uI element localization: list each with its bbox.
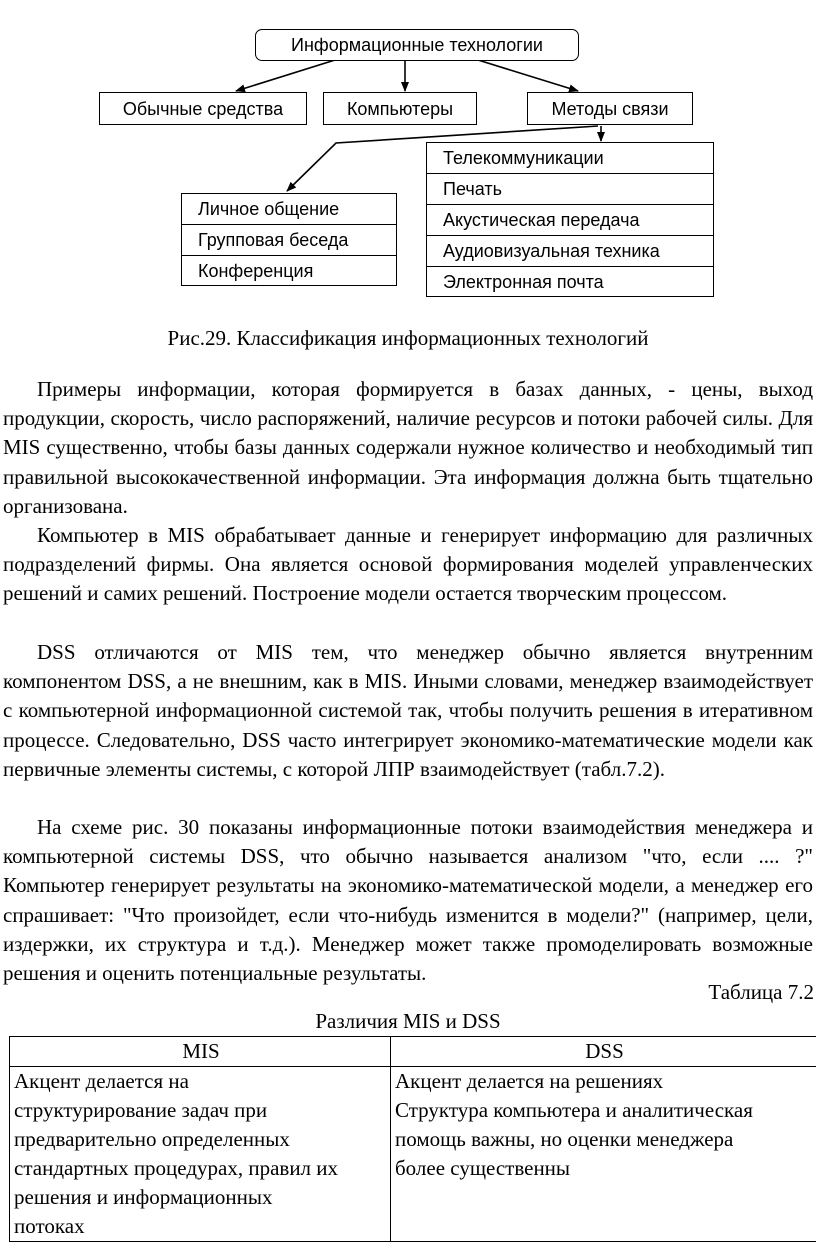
list-item — [427, 204, 713, 235]
root-box — [255, 29, 579, 61]
ordinary-means-label: Обычные средства — [123, 100, 283, 118]
comparison-table — [9, 1036, 816, 1242]
list-item-label: Конференция — [198, 262, 313, 280]
list-item-label: Акустическая передача — [443, 211, 640, 229]
list-item — [427, 235, 713, 266]
figure-caption: Рис.29. Классификация информационных технологий — [0, 326, 816, 351]
cell-line: структурирование задач при — [14, 1096, 388, 1125]
dss-cell — [391, 1067, 816, 1242]
list-item-label: Электронная почта — [443, 273, 604, 291]
list-item — [427, 143, 713, 173]
cell-line: более существенны — [395, 1154, 814, 1183]
list-item — [182, 194, 396, 224]
paragraph: Примеры информации, которая формируется в базах данных, - цены, выход продукции, скорость, число распоряжений, наличие ресурсов и потоки рабочей силы. Для MIS существенно, чтобы базы данных содержали нужное количество и необходимый тип правильной высококачественной информации. Эта информация должна быть тщательно организована. — [3, 375, 813, 521]
table-title: Различия MIS и DSS — [0, 1009, 816, 1034]
list-item — [427, 173, 713, 204]
arrow-to-ordinary — [236, 60, 335, 91]
personal-communication-list — [181, 193, 397, 286]
paragraph: Компьютер в MIS обрабатывает данные и генерирует информацию для различных подразделений фирмы. Она является основой формирования моделей управленческих решений и самих решений. Построение модели остается творческим процессом. — [3, 521, 813, 609]
list-item — [427, 266, 713, 296]
cell-line: стандартных процедурах, правил их — [14, 1154, 388, 1183]
table-header-row — [10, 1037, 816, 1067]
list-item-label: Аудиовизуальная техника — [443, 242, 660, 260]
cell-line: Акцент делается на — [14, 1067, 388, 1096]
computers-label: Компьютеры — [347, 100, 453, 118]
list-item-label: Личное общение — [198, 200, 339, 218]
cell-line: потоках — [14, 1212, 388, 1241]
column-header-mis: MIS — [10, 1037, 391, 1067]
root-label: Информационные технологии — [291, 36, 543, 54]
communication-technologies-list — [426, 142, 714, 297]
communication-methods-box — [527, 92, 693, 125]
cell-line: решения и информационных — [14, 1183, 388, 1212]
table-number: Таблица 7.2 — [708, 980, 814, 1005]
table-row — [10, 1067, 816, 1242]
ordinary-means-box — [99, 92, 307, 125]
communication-methods-label: Методы связи — [551, 100, 668, 118]
cell-line: Акцент делается на решениях — [395, 1067, 814, 1096]
paragraph: DSS отличаются от MIS тем, что менеджер обычно является внутренним компонентом DSS, а не внешним, как в MIS. Иными словами, менеджер взаимодействует с компьютерной информационной системой так, чтобы получить решения в итеративном процессе. Следовательно, DSS часто интегрирует экономико-математические модели как первичные элементы системы, с которой ЛПР взаимодействует (табл.7.2). — [3, 638, 813, 784]
list-item — [182, 224, 396, 255]
mis-cell — [10, 1067, 391, 1242]
paragraph: На схеме рис. 30 показаны информационные потоки взаимодействия менеджера и компьютерной системы DSS, что обычно называется анализом "что, если .... ?" Компьютер генерирует результаты на экономико-математической модели, а менеджер его спрашивает: "Что произойдет, если что-нибудь изменится в модели?" (например, цели, издержки, их структура и т.д.). Менеджер может также промоделировать возможные решения и оценить потенциальные результаты. — [3, 813, 813, 988]
list-item — [182, 255, 396, 285]
list-item-label: Телекоммуникации — [443, 149, 604, 167]
list-item-label: Групповая беседа — [198, 231, 348, 249]
cell-line: помощь важны, но оценки менеджера — [395, 1125, 814, 1154]
cell-line: предварительно определенных — [14, 1125, 388, 1154]
cell-line: Структура компьютера и аналитическая — [395, 1096, 814, 1125]
list-item-label: Печать — [443, 180, 502, 198]
arrow-to-communication — [478, 60, 578, 91]
computers-box — [323, 92, 477, 125]
column-header-dss: DSS — [391, 1037, 816, 1067]
classification-diagram — [0, 0, 816, 300]
